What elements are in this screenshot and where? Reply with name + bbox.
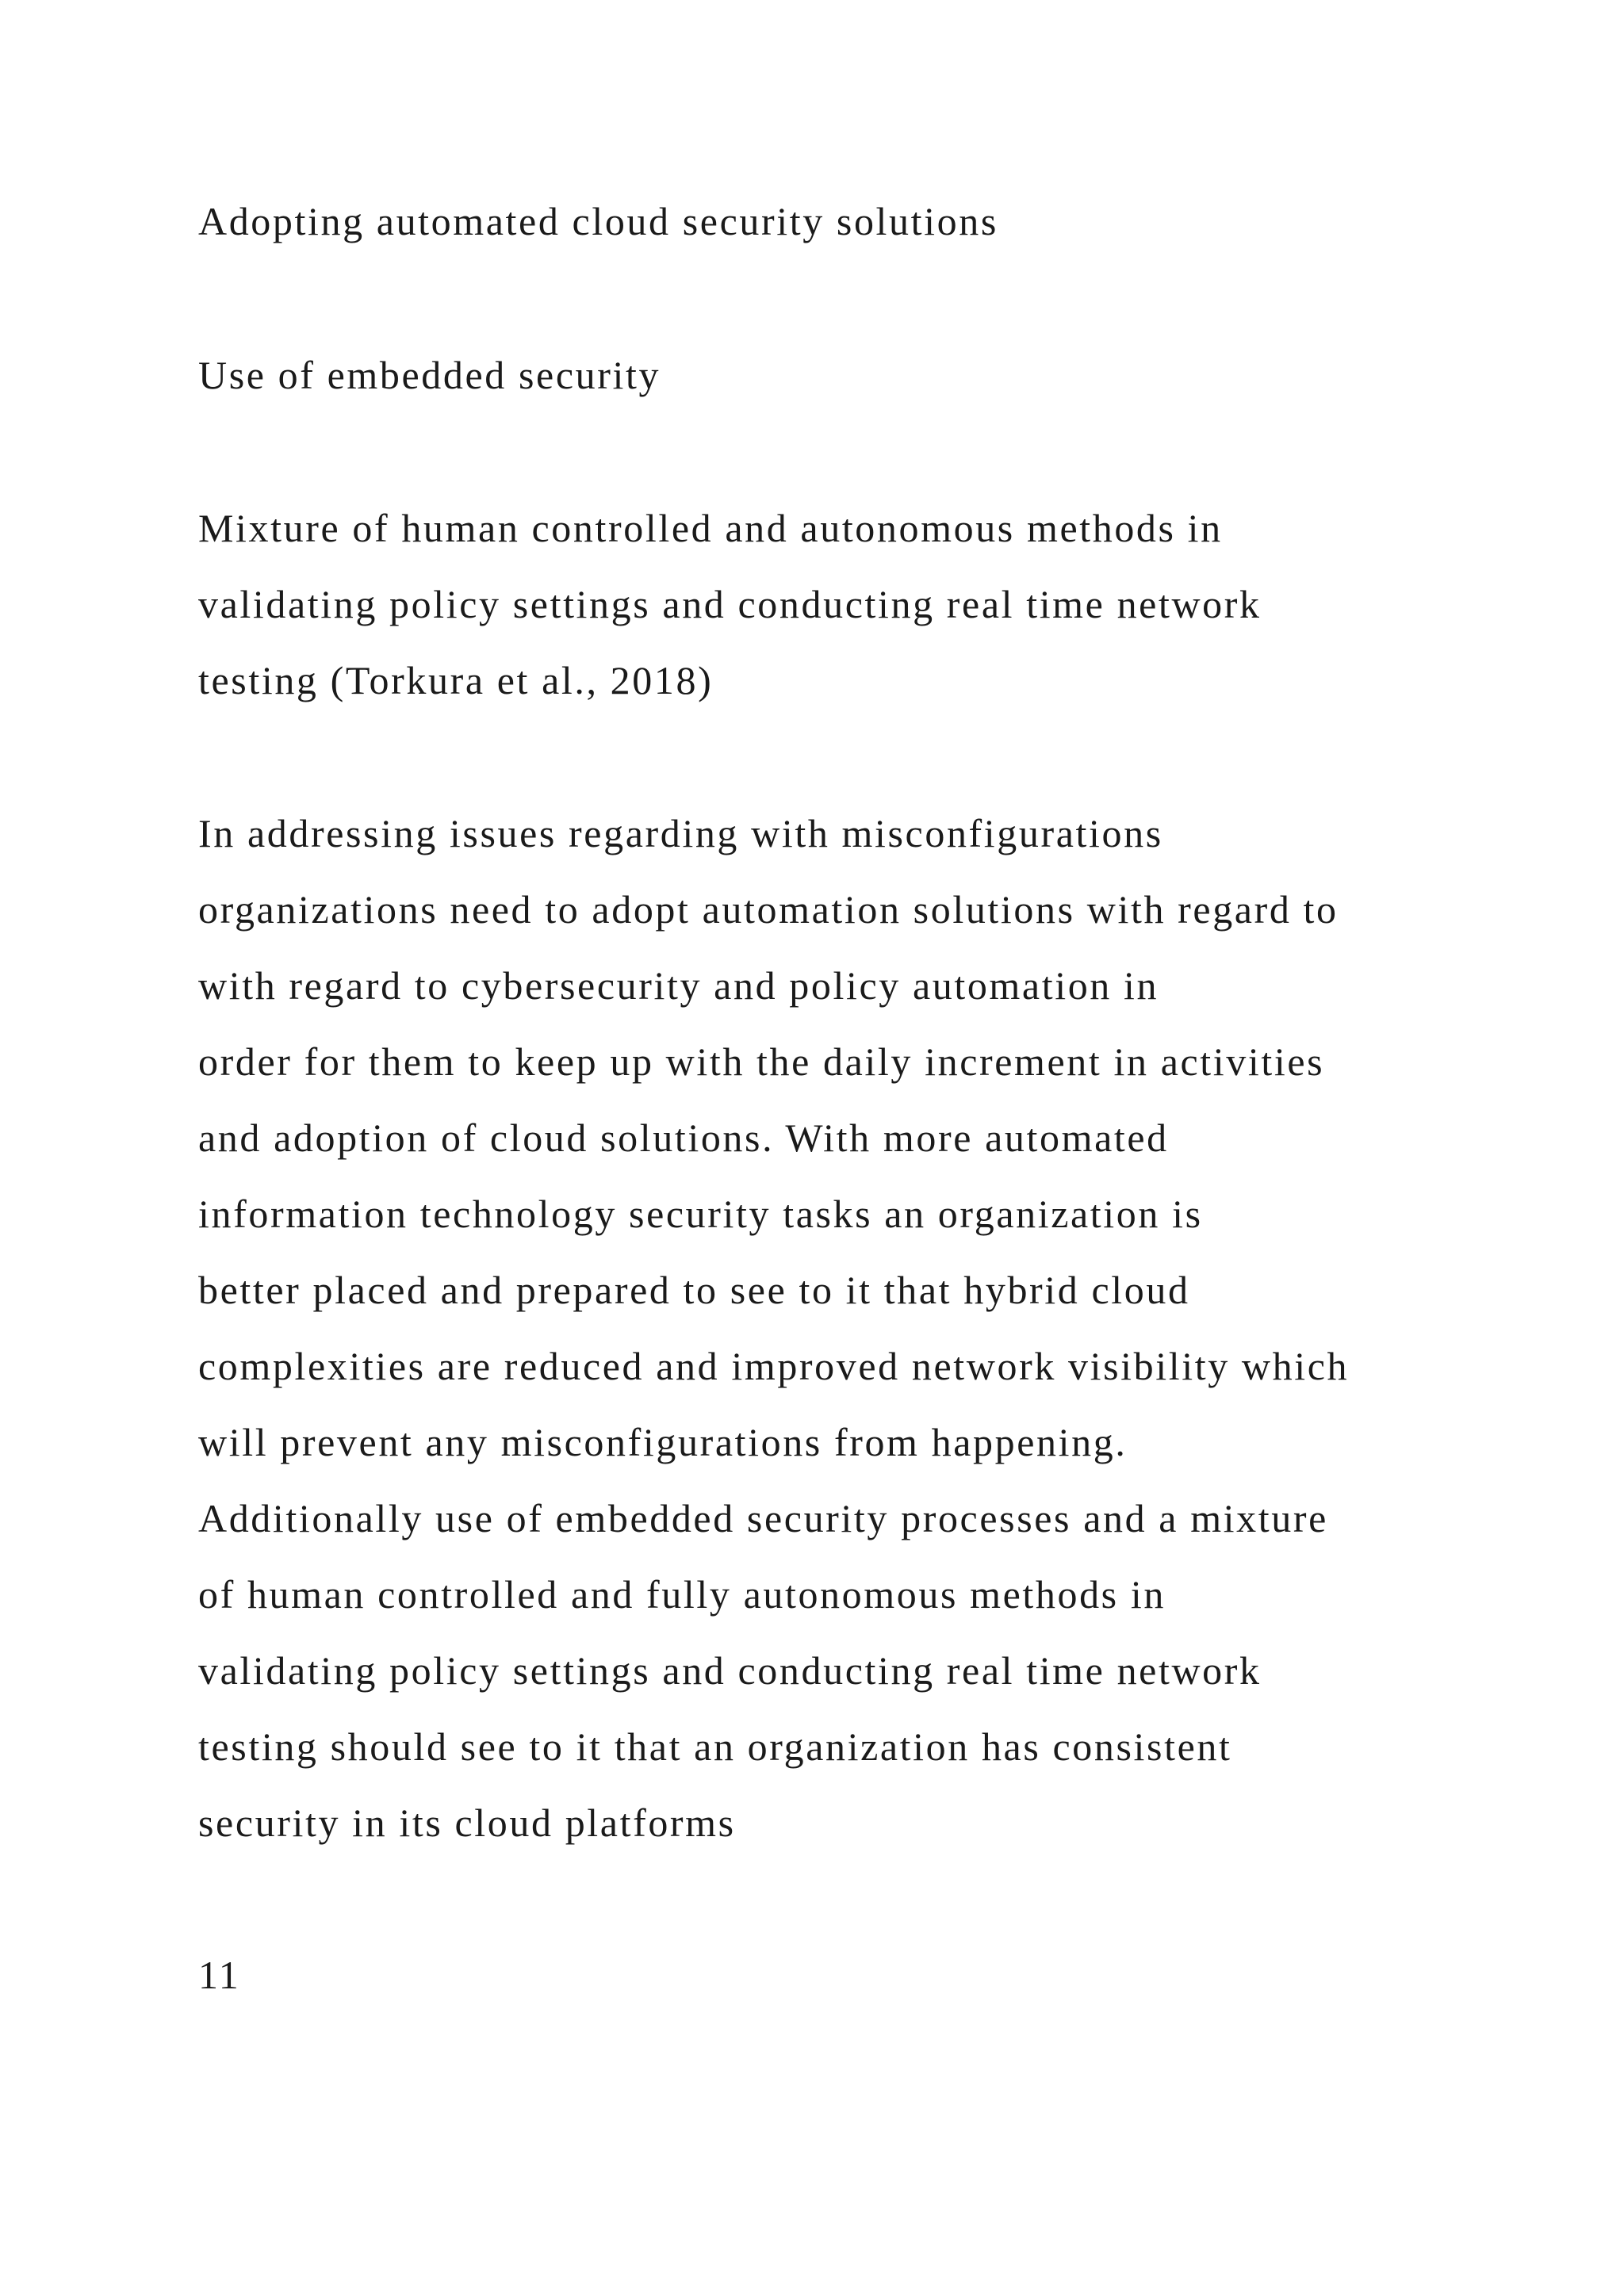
body-line: better placed and prepared to see to it that hybrid cloud [198,1268,1190,1312]
item-mixture-line-2: validating policy settings and conducting real time network [198,582,1262,626]
body-line: organizations need to adopt automation solutions with regard to [198,887,1339,932]
page-number: 11 [198,1953,241,1997]
body-line: and adoption of cloud solutions. With more automated [198,1115,1169,1160]
body-line: complexities are reduced and improved network visibility which [198,1344,1350,1388]
item-mixture-line-1: Mixture of human controlled and autonomous methods in [198,506,1223,550]
body-line: of human controlled and fully autonomous methods in [198,1572,1166,1617]
body-line: order for them to keep up with the daily increment in activities [198,1039,1325,1084]
heading-automated-cloud-security: Adopting automated cloud security solutions [198,199,998,243]
body-line: In addressing issues regarding with misconfigurations [198,811,1163,855]
item-mixture-line-3: testing (Torkura et al., 2018) [198,658,714,702]
body-line: with regard to cybersecurity and policy automation in [198,963,1159,1008]
body-line: will prevent any misconfigurations from happening. [198,1420,1128,1464]
heading-embedded-security: Use of embedded security [198,353,661,397]
body-line: testing should see to it that an organization has consistent [198,1724,1232,1769]
body-line: information technology security tasks an organization is [198,1192,1203,1236]
body-line: validating policy settings and conducting real time network [198,1648,1262,1693]
body-line: security in its cloud platforms [198,1800,736,1845]
body-line: Additionally use of embedded security processes and a mixture [198,1496,1328,1540]
